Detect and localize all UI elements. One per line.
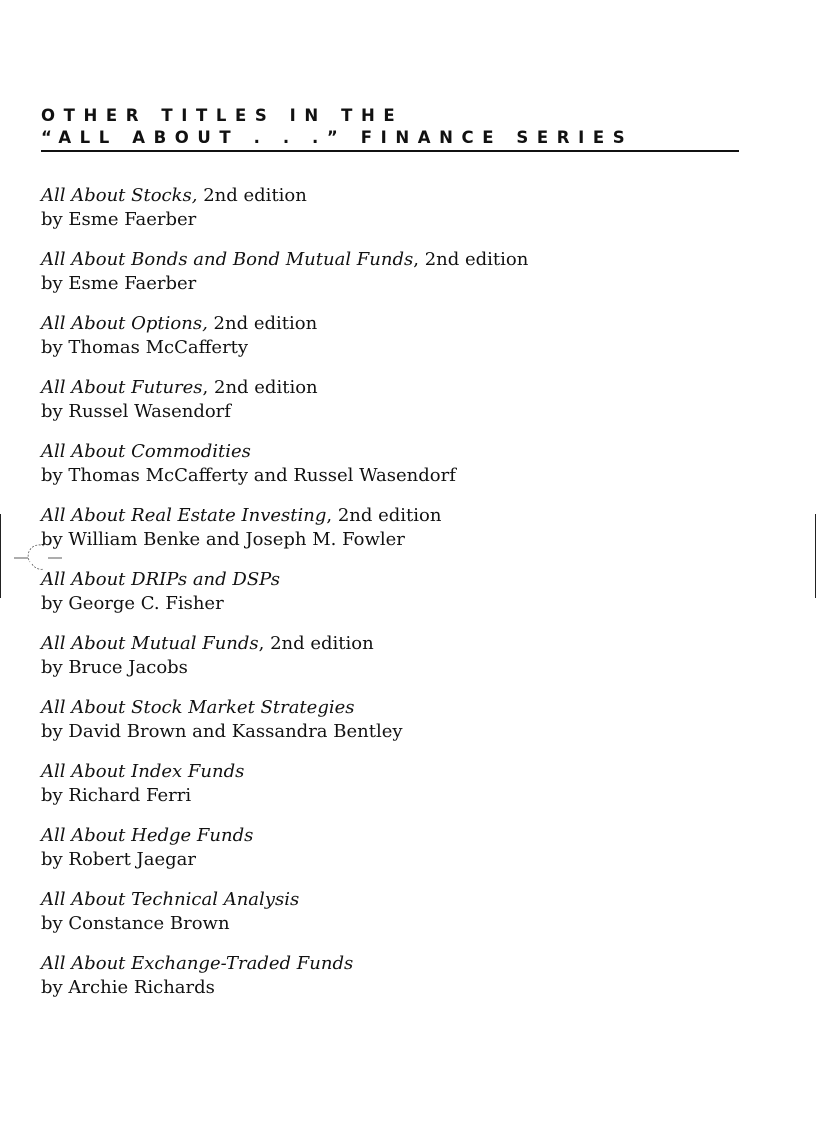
- book-author: by David Brown and Kassandra Bentley: [41, 720, 403, 742]
- book-title: All About Hedge Funds: [41, 825, 254, 846]
- list-item: [41, 696, 741, 760]
- list-item: [41, 248, 741, 312]
- registration-mark-icon: [14, 542, 62, 572]
- series-heading-line-1: OTHER TITLES IN THE: [41, 106, 404, 125]
- list-item: [41, 504, 741, 568]
- book-title: All About Index Funds: [41, 761, 245, 782]
- book-edition: , 2nd edition: [413, 249, 529, 270]
- heading-rule: [41, 150, 739, 152]
- book-author: by Robert Jaegar: [41, 848, 196, 870]
- list-item: [41, 568, 741, 632]
- list-item: [41, 312, 741, 376]
- list-item: [41, 760, 741, 824]
- book-author: by Esme Faerber: [41, 208, 197, 230]
- list-item: [41, 952, 741, 1016]
- book-edition: , 2nd edition: [326, 505, 442, 526]
- book-title: All About Bonds and Bond Mutual Funds: [41, 249, 414, 270]
- book-title: All About Technical Analysis: [41, 889, 300, 910]
- book-author: by Richard Ferri: [41, 784, 192, 806]
- book-edition: , 2nd edition: [258, 633, 374, 654]
- book-author: by Archie Richards: [41, 976, 215, 998]
- series-heading: [41, 105, 739, 149]
- book-title: All About Commodities: [41, 441, 251, 462]
- book-author: by Esme Faerber: [41, 272, 197, 294]
- book-author: by Thomas McCafferty: [41, 336, 249, 358]
- book-title: All About Real Estate Investing: [41, 505, 327, 526]
- book-author: by Constance Brown: [41, 912, 230, 934]
- list-item: [41, 824, 741, 888]
- list-item: [41, 440, 741, 504]
- book-author: by Thomas McCafferty and Russel Wasendorf: [41, 464, 456, 486]
- list-item: [41, 184, 741, 248]
- list-item: [41, 376, 741, 440]
- book-author: by Russel Wasendorf: [41, 400, 231, 422]
- book-author: by George C. Fisher: [41, 592, 224, 614]
- book-title: All About Stocks,: [41, 185, 198, 206]
- book-title: All About Exchange-Traded Funds: [41, 953, 354, 974]
- book-title: All About Futures: [41, 377, 203, 398]
- list-item: [41, 632, 741, 696]
- book-edition: 2nd edition: [197, 185, 307, 206]
- list-item: [41, 888, 741, 952]
- series-heading-line-2: “ALL ABOUT . . .” FINANCE SERIES: [41, 128, 634, 147]
- title-list: [41, 184, 741, 1016]
- book-author: by William Benke and Joseph M. Fowler: [41, 528, 405, 550]
- book-edition: , 2nd edition: [202, 377, 318, 398]
- book-edition: 2nd edition: [207, 313, 318, 334]
- book-author: by Bruce Jacobs: [41, 656, 188, 678]
- crop-mark-left: [0, 514, 1, 598]
- book-title: All About Options,: [41, 313, 208, 334]
- book-title: All About Mutual Funds: [41, 633, 259, 654]
- book-title: All About DRIPs and DSPs: [41, 569, 281, 590]
- book-title: All About Stock Market Strategies: [41, 697, 355, 718]
